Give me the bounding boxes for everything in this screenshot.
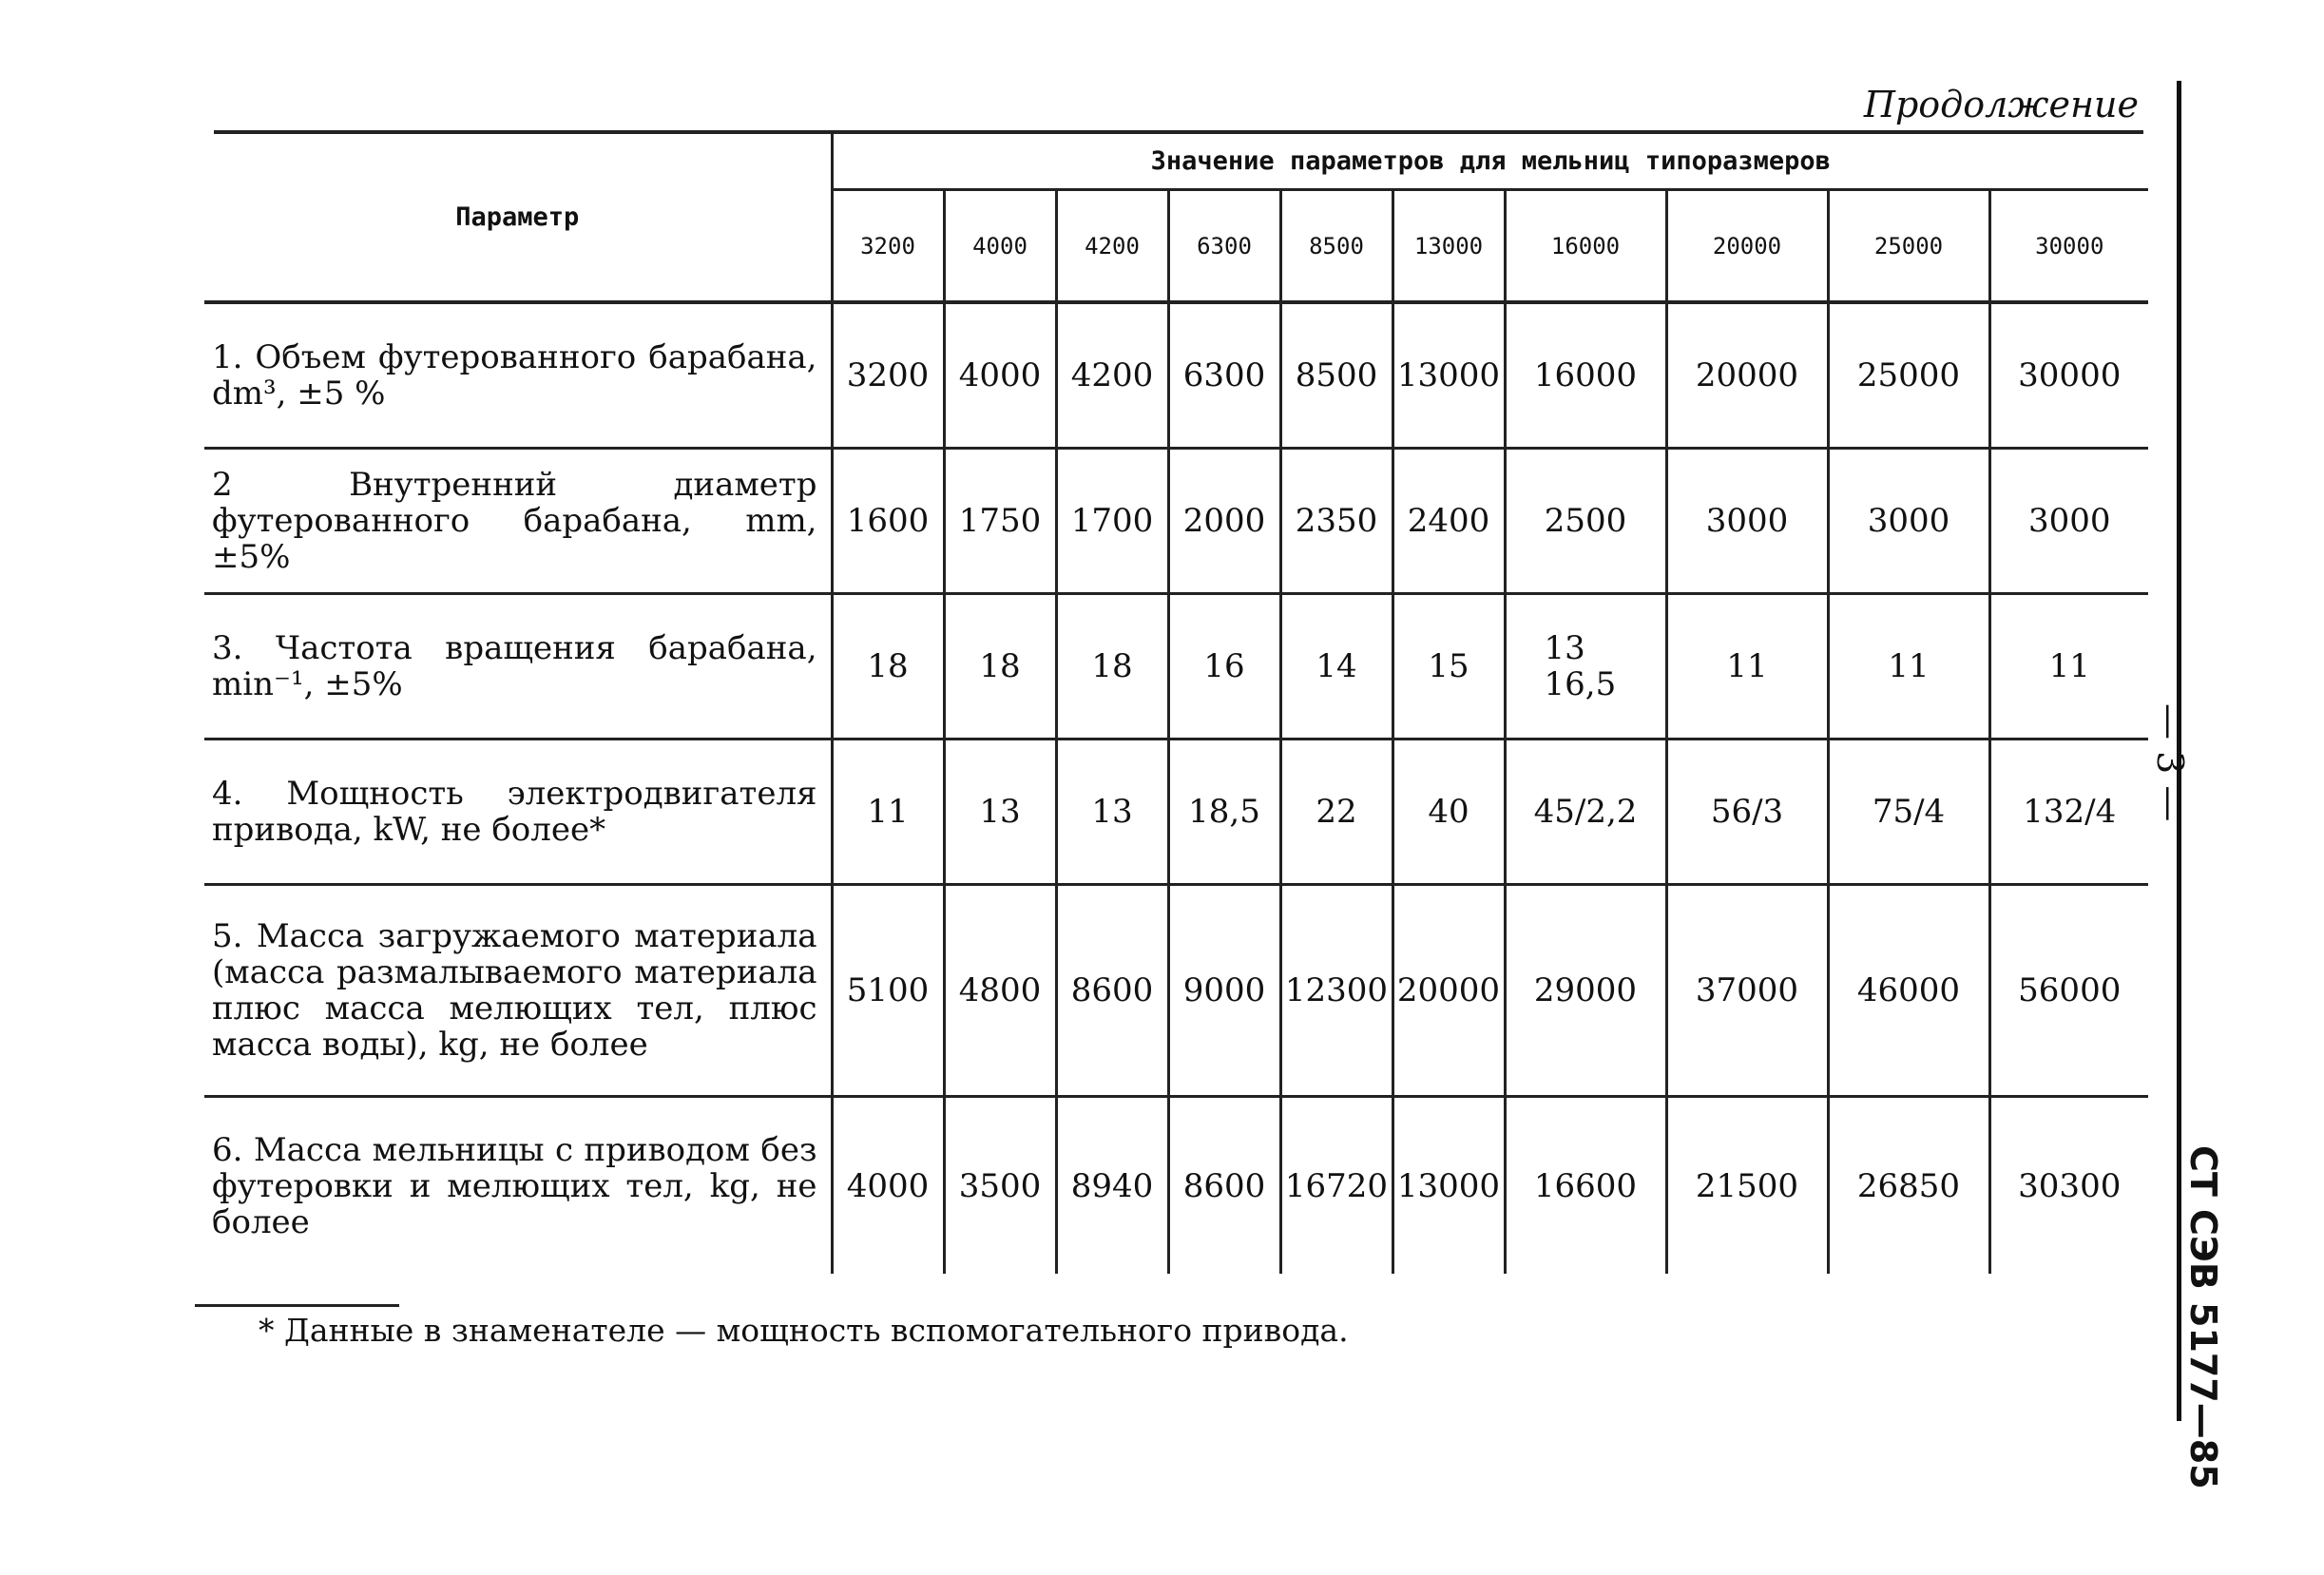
value-cell: 1750 (944, 449, 1056, 594)
parameter-name: 4. Мощность электродвигателя привода, kW, не более* (204, 739, 832, 885)
sizes-group-header: Значение параметров для мельниц типоразмеров (832, 133, 2148, 190)
parameters-table (204, 133, 2148, 1274)
size-header: 4200 (1056, 190, 1168, 303)
value-cell: 15 (1392, 594, 1505, 739)
value-cell: 6300 (1168, 302, 1280, 449)
value-cell: 16720 (1280, 1097, 1392, 1275)
standard-code: СТ СЭВ 5177—85 (2182, 1145, 2224, 1489)
size-header: 13000 (1392, 190, 1505, 303)
value-cell: 75/4 (1828, 739, 1989, 885)
parameter-name: 1. Объем футерованного барабана, dm³, ±5 % (204, 302, 832, 449)
value-cell: 3000 (1989, 449, 2148, 594)
parameter-name: 3. Частота вращения барабана, min⁻¹, ±5% (204, 594, 832, 739)
value-cell: 8940 (1056, 1097, 1168, 1275)
parameter-name: 2 Внутренний диаметр футерованного барабана, mm, ±5% (204, 449, 832, 594)
value-cell: 16 (1168, 594, 1280, 739)
value-cell: 18,5 (1168, 739, 1280, 885)
value-cell: 56000 (1989, 885, 2148, 1097)
size-header: 6300 (1168, 190, 1280, 303)
size-header: 3200 (832, 190, 944, 303)
value-cell: 13000 (1392, 1097, 1505, 1275)
size-header: 16000 (1505, 190, 1666, 303)
value-cell: 18 (944, 594, 1056, 739)
value-cell: 2500 (1505, 449, 1666, 594)
continuation-label: Продолжение (1863, 84, 2139, 125)
value-cell: 26850 (1828, 1097, 1989, 1275)
value-cell: 8500 (1280, 302, 1392, 449)
value-cell: 30000 (1989, 302, 2148, 449)
footnote: * Данные в знаменателе — мощность вспомогательного привода. (259, 1312, 1349, 1349)
value-cell: 21500 (1666, 1097, 1828, 1275)
value-cell: 25000 (1828, 302, 1989, 449)
value-cell: 30300 (2018, 1166, 2122, 1205)
table-row (204, 449, 2148, 594)
parameter-name: 6. Масса мельницы с приводом без футеровки и мелющих тел, kg, не более (204, 1097, 832, 1275)
value-cell: 3500 (944, 1097, 1056, 1275)
value-cell: 3000 (1666, 449, 1828, 594)
value-cell: 132/4 (1989, 739, 2148, 885)
value-cell: 5100 (832, 885, 944, 1097)
value-cell: 4000 (944, 302, 1056, 449)
table-row (204, 885, 2148, 1097)
value-cell: 2350 (1280, 449, 1392, 594)
table-row (204, 1097, 2148, 1275)
value-cell: 46000 (1828, 885, 1989, 1097)
value-cell: 13 16,5 (1505, 594, 1666, 739)
value-cell: 22 (1280, 739, 1392, 885)
value-cell: 18 (1056, 594, 1168, 739)
value-cell: 11 (832, 739, 944, 885)
size-header: 20000 (1666, 190, 1828, 303)
table-row (204, 594, 2148, 739)
value-cell: 56/3 (1666, 739, 1828, 885)
table-row (204, 302, 2148, 449)
value-cell: 12300 (1280, 885, 1392, 1097)
value-cell: 11 (1828, 594, 1989, 739)
value-cell: 13000 (1392, 302, 1505, 449)
value-cell: 13 (944, 739, 1056, 885)
value-cell: 11 (1666, 594, 1828, 739)
value-cell: 20000 (1666, 302, 1828, 449)
value-cell: 20000 (1392, 885, 1505, 1097)
value-cell: 29000 (1505, 885, 1666, 1097)
value-cell: 16000 (1505, 302, 1666, 449)
value-cell: 11 (1989, 594, 2148, 739)
value-cell: 14 (1280, 594, 1392, 739)
value-cell: 45/2,2 (1505, 739, 1666, 885)
value-cell: 37000 (1666, 885, 1828, 1097)
size-header: 25000 (1828, 190, 1989, 303)
value-cell: 2000 (1168, 449, 1280, 594)
value-cell: 8600 (1168, 1097, 1280, 1275)
value-cell: 13 (1056, 739, 1168, 885)
parameter-name: 5. Масса загружаемого материала (масса размалываемого материала плюс масса мелющих тел, плюс масса воды), kg, не более (204, 885, 832, 1097)
value-cell: 9000 (1168, 885, 1280, 1097)
table-row (204, 739, 2148, 885)
value-cell: 18 (832, 594, 944, 739)
value-cell: 1600 (832, 449, 944, 594)
param-column-header: Параметр (204, 133, 832, 302)
value-cell: 1700 (1056, 449, 1168, 594)
footnote-rule (195, 1304, 399, 1307)
value-cell: 3000 (1828, 449, 1989, 594)
size-header: 30000 (1989, 190, 2148, 303)
value-cell: 2400 (1392, 449, 1505, 594)
value-cell: 4800 (944, 885, 1056, 1097)
value-cell: 4200 (1056, 302, 1168, 449)
size-header: 8500 (1280, 190, 1392, 303)
size-header: 4000 (944, 190, 1056, 303)
value-cell: 8600 (1056, 885, 1168, 1097)
value-cell: 4000 (832, 1097, 944, 1275)
page-number: — 3 — (2149, 703, 2191, 822)
value-cell: 40 (1392, 739, 1505, 885)
value-cell: 3200 (832, 302, 944, 449)
value-cell: 16600 (1505, 1097, 1666, 1275)
